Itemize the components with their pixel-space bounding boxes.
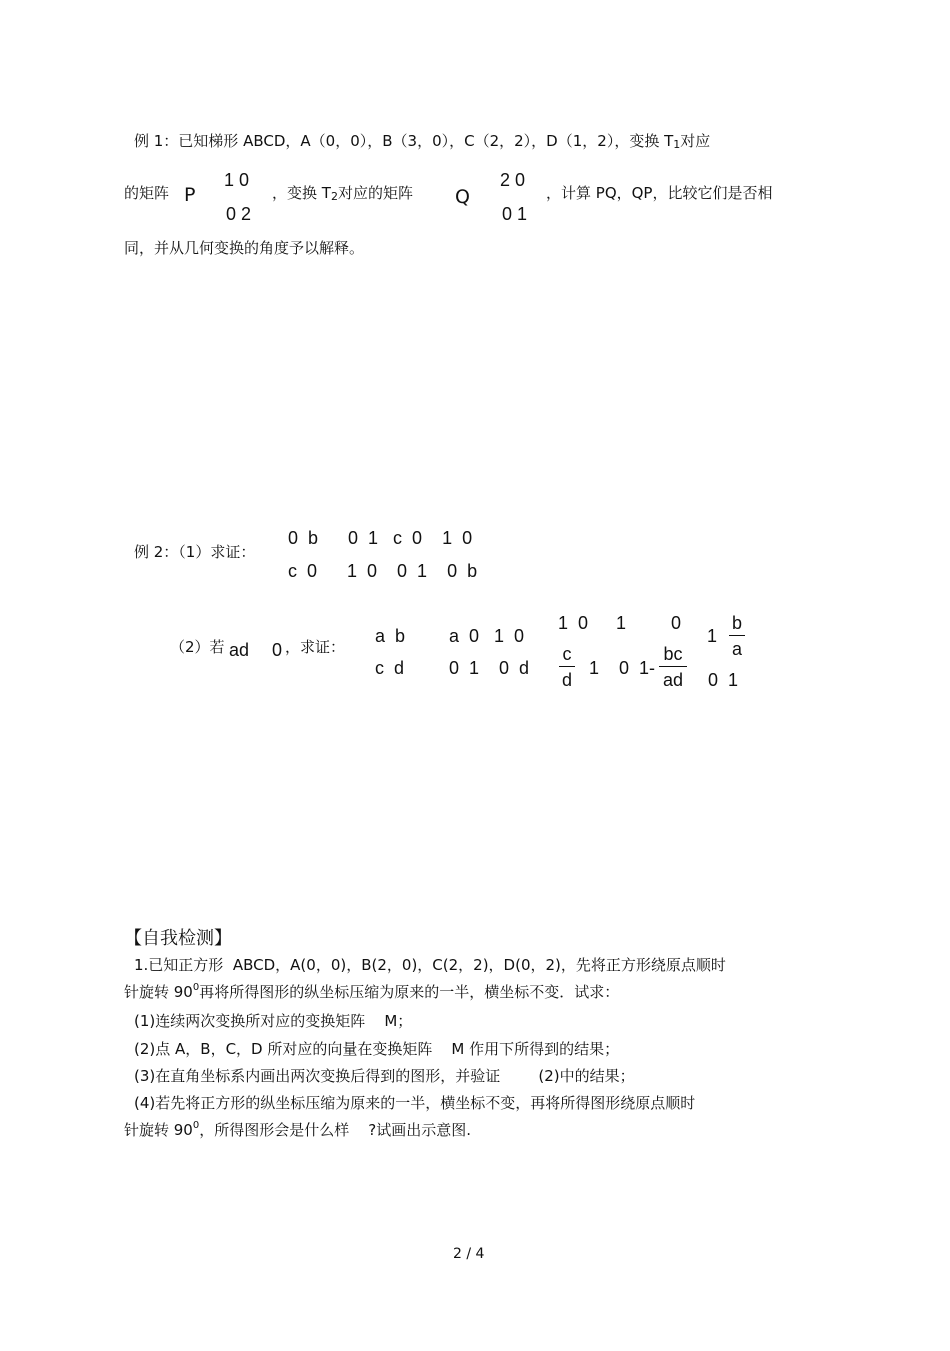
- example1-prefix: 的矩阵: [124, 184, 170, 202]
- selfcheck-sub1: (1)连续两次变换所对应的变换矩阵 M；: [134, 1012, 413, 1030]
- matrix-p-row2: 0 2: [226, 204, 252, 224]
- matrix-m3-row1a: 1 0: [558, 613, 589, 633]
- selfcheck-sub3: (3)在直角坐标系内画出两次变换后得到的图形，并验证 (2)中的结果；: [134, 1067, 635, 1085]
- example2-ad: ad: [229, 640, 250, 660]
- selfcheck-sub2: (2)点 A，B，C，D 所对应的向量在变换矩阵 M 作用下所得到的结果；: [134, 1040, 620, 1058]
- selfcheck-q1-line1: 1.已知正方形 ABCD，A(0，0)，B(2，0)，C(2，2)，D(0，2)，先将正方形绕原点顺时: [134, 956, 726, 974]
- fraction-c-over-d: c d: [559, 645, 575, 689]
- matrix-m1-row1: a b: [375, 626, 406, 646]
- matrix-m2-row1: a 0 1 0: [449, 626, 525, 646]
- matrix-q-label: Q: [455, 186, 470, 208]
- page-number: 2 / 4: [453, 1246, 485, 1262]
- example2-zero: 0: [272, 640, 283, 660]
- matrix-p-row1: 1 0: [224, 170, 250, 190]
- selfcheck-q1-line2: 针旋转 $90^0$再将所得图形的纵坐标压缩为原来的一半，横坐标不变．试求：: [124, 982, 620, 1001]
- example1-mid: ，变换 T2对应的矩阵: [272, 184, 413, 203]
- example2-part2-tail: ，求证：: [285, 638, 346, 656]
- matrix-m1-row2: c d: [375, 658, 405, 678]
- matrix-q-row1: 2 0: [500, 170, 526, 190]
- example2-part2-label: （2）若: [170, 638, 225, 656]
- matrix-m3-row1c: 0: [671, 613, 682, 633]
- matrix-m3-row2: 1 0 1-: [589, 658, 656, 678]
- matrix-q-row2: 0 1: [502, 204, 528, 224]
- example1-line1: 例 1：已知梯形 ABCD，A（0，0），B（3，0），C（2，2），D（1，2），变换 T1对应: [134, 132, 711, 151]
- matrix-p-label: P: [184, 184, 196, 206]
- example2-label: 例 2：（1）求证：: [134, 543, 256, 561]
- example1-tail: ，计算 PQ，QP，比较它们是否相: [546, 184, 773, 202]
- example2-eq1-row1: 0 b 0 1 c 0 1 0: [288, 528, 473, 548]
- example1-line3: 同，并从几何变换的角度予以解释。: [124, 239, 365, 257]
- matrix-m3-row1b: 1: [616, 613, 627, 633]
- fraction-bc-over-ad: bc ad: [659, 645, 687, 689]
- matrix-m4-row2: 0 1: [708, 670, 739, 690]
- matrix-m4-one: 1: [707, 626, 718, 646]
- selfcheck-sub4: (4)若先将正方形的纵坐标压缩为原来的一半，横坐标不变，再将所得图形绕原点顺时: [134, 1094, 696, 1112]
- fraction-b-over-a: b a: [729, 614, 745, 658]
- matrix-m2-row2: 0 1 0 d: [449, 658, 530, 678]
- example2-eq1-row2: c 0 1 0 0 1 0 b: [288, 561, 478, 581]
- selfcheck-sub4-line2: 针旋转 $90^0$，所得图形会是什么样 ?试画出示意图.: [124, 1120, 472, 1139]
- selfcheck-heading: 【自我检测】: [124, 928, 232, 949]
